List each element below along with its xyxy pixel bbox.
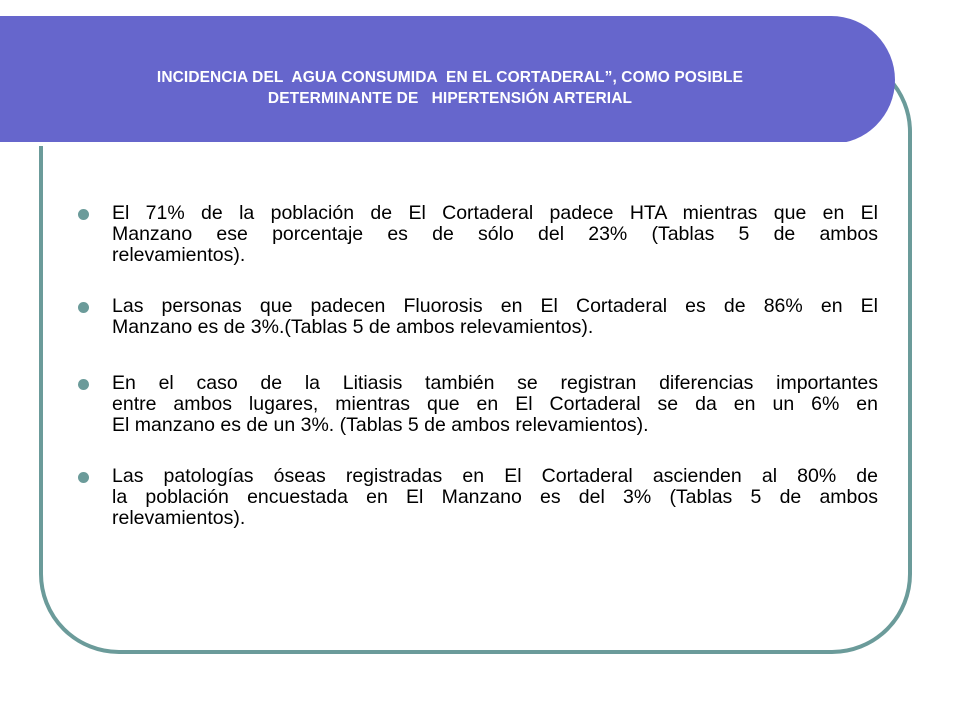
bullet-text-line: Las personas que padecen Fluorosis en El Cortaderal es de 86% en El: [112, 295, 878, 317]
slide-title: [40, 67, 860, 109]
title-underline: [0, 142, 848, 146]
bullet-dot-icon: [78, 302, 89, 313]
bullet-text-line: relevamientos).: [112, 507, 246, 529]
bullet-item-patologias-oseas: [78, 466, 878, 529]
bullet-text-line: la población encuestada en El Manzano es del 3% (Tablas 5 de ambos: [112, 486, 878, 508]
slide-title-line-2: DETERMINANTE DE HIPERTENSIÓN ARTERIAL: [267, 90, 633, 107]
bullet-list: [78, 203, 878, 559]
bullet-text-line: relevamientos).: [112, 244, 246, 266]
bullet-dot-icon: [78, 379, 89, 390]
bullet-item-fluorosis: [78, 296, 878, 338]
bullet-dot-icon: [78, 472, 89, 483]
bullet-text-line: Las patologías óseas registradas en El Cortaderal ascienden al 80% de: [112, 465, 878, 487]
bullet-item-hta: [78, 203, 878, 266]
bullet-text-line: Manzano ese porcentaje es de sólo del 23% (Tablas 5 de ambos: [112, 223, 878, 245]
bullet-text-line: Manzano es de 3%.(Tablas 5 de ambos relevamientos).: [112, 316, 594, 338]
bullet-text-line: El manzano es de un 3%. (Tablas 5 de ambos relevamientos).: [112, 414, 649, 436]
bullet-text-line: En el caso de la Litiasis también se registran diferencias importantes: [112, 372, 878, 394]
slide-title-line-1: INCIDENCIA DEL AGUA CONSUMIDA EN EL CORTADERAL”, COMO POSIBLE: [156, 69, 744, 86]
bullet-text-line: El 71% de la población de El Cortaderal padece HTA mientras que en El: [112, 202, 878, 224]
bullet-item-litiasis: [78, 373, 878, 436]
bullet-text-line: entre ambos lugares, mientras que en El Cortaderal se da en un 6% en: [112, 393, 878, 415]
title-banner: [0, 16, 895, 144]
bullet-dot-icon: [78, 209, 89, 220]
